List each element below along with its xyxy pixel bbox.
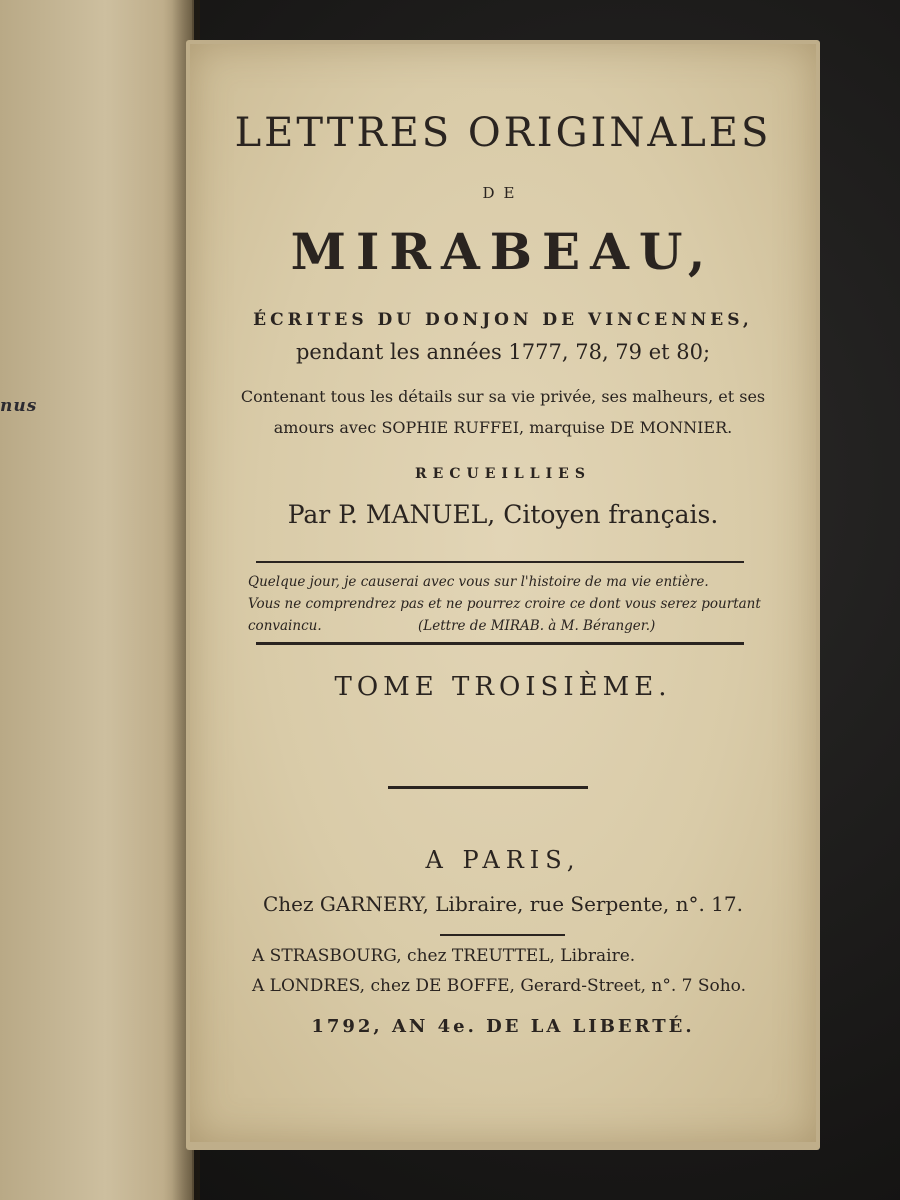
short-rule — [440, 934, 565, 936]
epigraph-line-3-text: convaincu. — [248, 618, 322, 634]
epigraph-line-3 — [248, 618, 752, 634]
editor-line: Par P. MANUEL, Citoyen français. — [287, 500, 719, 529]
imprint-strasbourg: A STRASBOURG, chez TREUTTEL, Libraire. — [252, 946, 636, 966]
title-page — [190, 44, 816, 1142]
epigraph-line-2: Vous ne comprendrez pas et ne pourrez croire ce dont vous serez pourtant — [248, 596, 761, 612]
author-name: MIRABEAU, — [290, 222, 716, 281]
written-from: ÉCRITES DU DONJON DE VINCENNES, — [253, 310, 753, 330]
left-page-text-fragment: nus — [0, 396, 38, 416]
volume-label: TOME TROISIÈME. — [334, 672, 672, 702]
ornamental-rule — [388, 786, 588, 789]
title-de: DE — [482, 184, 524, 202]
publication-date: 1792, AN 4e. DE LA LIBERTÉ. — [311, 1016, 695, 1037]
left-page — [0, 0, 194, 1200]
rule-above-epigraph — [256, 561, 744, 563]
imprint-city: A PARIS, — [425, 846, 581, 874]
imprint-london: A LONDRES, chez DE BOFFE, Gerard-Street, n°. 7 Soho. — [252, 976, 747, 996]
imprint-publisher: Chez GARNERY, Libraire, rue Serpente, n°. 17. — [263, 892, 743, 916]
book-title: LETTRES ORIGINALES — [234, 110, 772, 156]
contents-line-1: Contenant tous les détails sur sa vie privée, ses malheurs, et ses — [240, 387, 766, 406]
years-line: pendant les années 1777, 78, 79 et 80; — [295, 340, 711, 364]
collected-by-label: RECUEILLIES — [415, 466, 591, 482]
contents-line-2: amours avec SOPHIE RUFFEI, marquise DE MONNIER. — [273, 418, 733, 437]
rule-below-epigraph — [256, 642, 744, 645]
epigraph-line-1: Quelque jour, je causerai avec vous sur l'histoire de ma vie entière. — [248, 574, 709, 590]
epigraph-citation: (Lettre de MIRAB. à M. Béranger.) — [418, 618, 656, 634]
